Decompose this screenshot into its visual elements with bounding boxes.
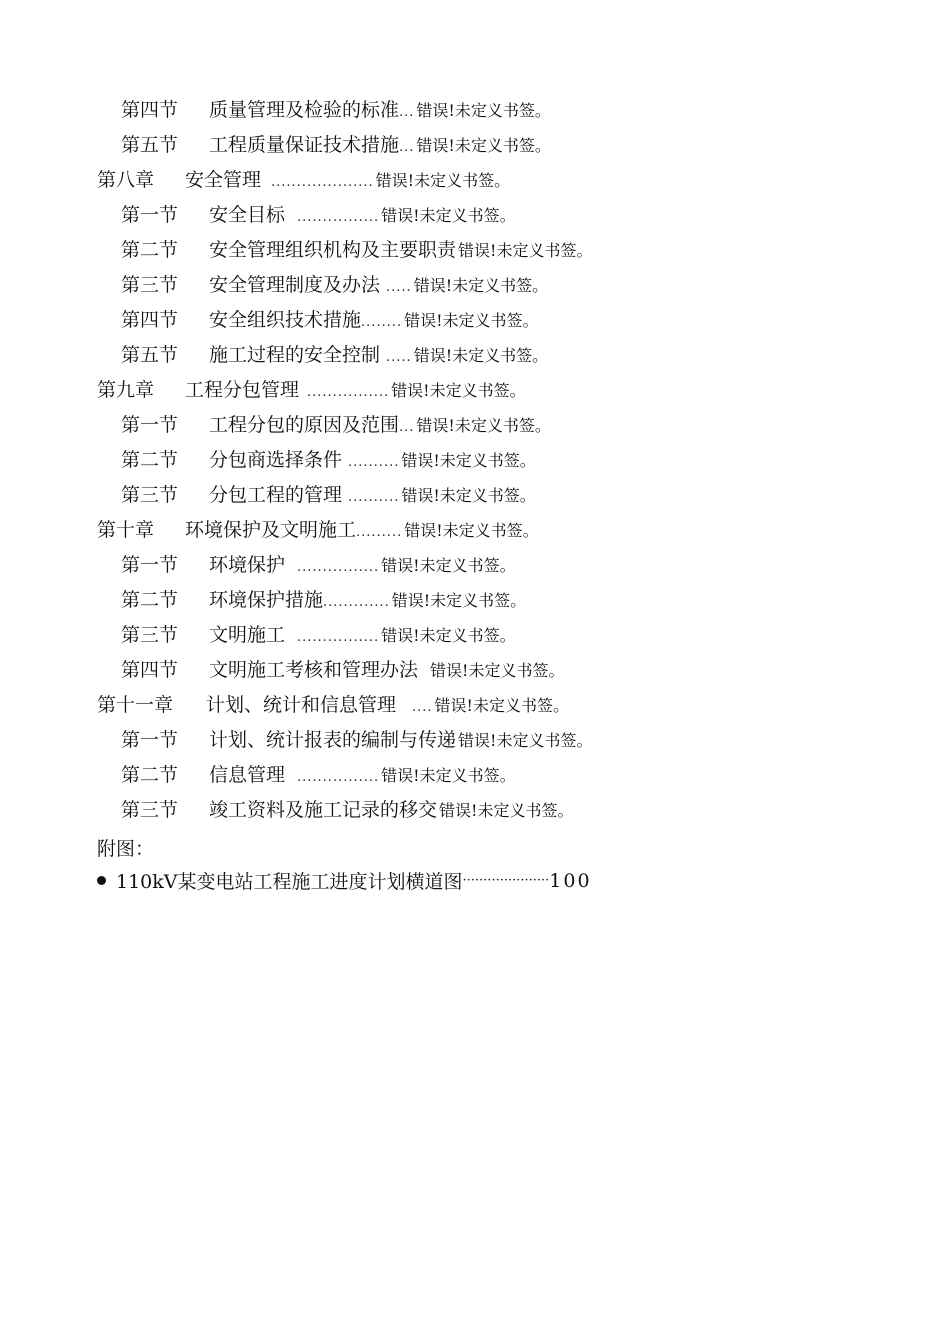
toc-chapter-entry[interactable]: [97, 372, 526, 402]
toc-entry-number: 第一节: [121, 554, 179, 576]
toc-entry[interactable]: [121, 757, 516, 787]
toc-dot-leader: ..........: [348, 490, 400, 505]
toc-entry-page-ref: 错误!未定义书签。: [375, 171, 511, 190]
toc-entry[interactable]: [121, 197, 516, 227]
toc-entry[interactable]: [121, 617, 516, 647]
toc-entry[interactable]: [121, 582, 526, 612]
toc-entry-page-ref: 错误!未定义书签。: [381, 206, 516, 225]
toc-entry-title: 竣工资料及施工记录的移交: [209, 799, 438, 821]
toc-entry-page-ref: 错误!未定义书签。: [439, 801, 574, 820]
toc-entry-title: 安全管理制度及办法: [209, 274, 381, 296]
toc-entry-title: 安全目标: [209, 204, 286, 226]
toc-dot-leader: ..........: [348, 455, 400, 470]
toc-entry-page-ref: 错误!未定义书签。: [391, 381, 526, 400]
toc-dot-leader: ....................: [271, 175, 374, 190]
toc-entry-page-ref: 错误!未定义书签。: [413, 346, 549, 365]
toc-entry-page-ref: 错误!未定义书签。: [401, 451, 536, 470]
toc-entry[interactable]: [121, 722, 592, 752]
toc-entry-title: 分包工程的管理: [209, 484, 343, 506]
toc-dot-leader: ................: [297, 630, 380, 645]
toc-chapter-entry[interactable]: [97, 162, 510, 192]
toc-entry-number: 第二节: [121, 589, 179, 611]
toc-dot-leader: .....: [386, 350, 412, 365]
toc-dot-leader: .............: [323, 595, 390, 610]
toc-entry-page-ref: 错误!未定义书签。: [416, 101, 551, 120]
appendix-page-number: 100: [549, 869, 592, 892]
toc-chapter-entry[interactable]: [97, 687, 569, 717]
appendix-heading: 附图：: [97, 838, 155, 860]
toc-dot-leader: ................: [297, 560, 380, 575]
toc-entry-page-ref: 错误!未定义书签。: [416, 416, 551, 435]
appendix-dot-leader: ·····················: [462, 873, 550, 888]
toc-entry-number: 第三节: [121, 484, 179, 506]
toc-entry-page-ref: 错误!未定义书签。: [416, 136, 551, 155]
toc-dot-leader: .........: [356, 525, 403, 540]
toc-entry-page-ref: 错误!未定义书签。: [381, 766, 516, 785]
toc-entry-page-ref: 错误!未定义书签。: [458, 731, 593, 750]
toc-entry-title: 计划、统计报表的编制与传递: [209, 729, 457, 751]
toc-entry[interactable]: [121, 127, 551, 157]
toc-entry-number: 第三节: [121, 624, 179, 646]
toc-entry-title: 文明施工: [209, 624, 286, 646]
toc-entry[interactable]: [121, 267, 548, 297]
toc-entry-title: 分包商选择条件: [209, 449, 343, 471]
toc-dot-leader: ........: [361, 315, 403, 330]
toc-entry[interactable]: [121, 792, 573, 822]
toc-dot-leader: ...: [399, 140, 415, 155]
toc-entry-number: 第二节: [121, 764, 179, 786]
toc-entry-page-ref: 错误!未定义书签。: [404, 521, 539, 540]
toc-entry[interactable]: [121, 547, 516, 577]
toc-entry-title: 计划、统计和信息管理: [206, 694, 397, 716]
toc-entry-number: 第一节: [121, 204, 179, 226]
toc-entry[interactable]: [121, 442, 536, 472]
appendix-entry[interactable]: [97, 867, 592, 894]
toc-entry[interactable]: [121, 92, 551, 122]
toc-entry[interactable]: [121, 407, 551, 437]
toc-entry-page-ref: 错误!未定义书签。: [434, 696, 569, 715]
toc-entry-title: 环境保护措施: [209, 589, 324, 611]
toc-entry-page-ref: 错误!未定义书签。: [391, 591, 527, 610]
toc-entry-number: 第十章: [97, 519, 155, 541]
toc-entry-number: 第一节: [121, 729, 179, 751]
toc-entry-title: 环境保护及文明施工: [185, 519, 357, 541]
toc-entry-number: 第四节: [121, 659, 179, 681]
toc-entry-page-ref: 错误!未定义书签。: [430, 661, 565, 680]
toc-entry-title: 工程分包的原因及范围: [209, 414, 400, 436]
toc-entry-title: 工程质量保证技术措施: [209, 134, 400, 156]
toc-entry-title: 质量管理及检验的标准: [209, 99, 400, 121]
toc-dot-leader: ...: [399, 105, 415, 120]
toc-entry-number: 第二节: [121, 449, 179, 471]
appendix-entry-title: 110kV某变电站工程施工进度计划横道图: [116, 871, 463, 893]
toc-dot-leader: .....: [386, 280, 412, 295]
toc-entry-page-ref: 错误!未定义书签。: [404, 311, 539, 330]
toc-entry[interactable]: [121, 302, 539, 332]
toc-entry-title: 文明施工考核和管理办法: [209, 659, 419, 681]
toc-entry-number: 第四节: [121, 309, 179, 331]
toc-entry-title: 施工过程的安全控制: [209, 344, 381, 366]
toc-entry-page-ref: 错误!未定义书签。: [381, 626, 516, 645]
toc-entry[interactable]: [121, 652, 564, 682]
toc-entry-title: 环境保护: [209, 554, 286, 576]
toc-dot-leader: ................: [307, 385, 390, 400]
toc-dot-leader: ................: [297, 770, 380, 785]
toc-entry-page-ref: 错误!未定义书签。: [413, 276, 549, 295]
toc-entry-number: 第五节: [121, 344, 179, 366]
toc-entry-page-ref: 错误!未定义书签。: [401, 486, 536, 505]
toc-entry-title: 信息管理: [209, 764, 286, 786]
toc-entry[interactable]: [121, 337, 548, 367]
toc-chapter-entry[interactable]: [97, 512, 539, 542]
toc-entry-number: 第三节: [121, 274, 179, 296]
toc-entry-title: 安全组织技术措施: [209, 309, 362, 331]
toc-entry-number: 第一节: [121, 414, 179, 436]
toc-dot-leader: ...: [399, 420, 415, 435]
toc-entry[interactable]: [121, 232, 592, 262]
toc-entry-title: 安全管理: [185, 169, 262, 191]
bullet-icon: [97, 876, 106, 885]
toc-entry-number: 第十一章: [97, 694, 174, 716]
toc-entry-number: 第二节: [121, 239, 179, 261]
toc-entry-title: 安全管理组织机构及主要职责: [209, 239, 457, 261]
toc-entry-page-ref: 错误!未定义书签。: [458, 241, 593, 260]
toc-dot-leader: ....: [412, 700, 433, 715]
toc-entry-title: 工程分包管理: [185, 379, 300, 401]
toc-entry-number: 第三节: [121, 799, 179, 821]
toc-entry-number: 第五节: [121, 134, 179, 156]
toc-entry[interactable]: [121, 477, 536, 507]
toc-entry-number: 第八章: [97, 169, 155, 191]
toc-dot-leader: ................: [297, 210, 380, 225]
toc-entry-page-ref: 错误!未定义书签。: [381, 556, 516, 575]
toc-entry-number: 第九章: [97, 379, 155, 401]
toc-entry-number: 第四节: [121, 99, 179, 121]
